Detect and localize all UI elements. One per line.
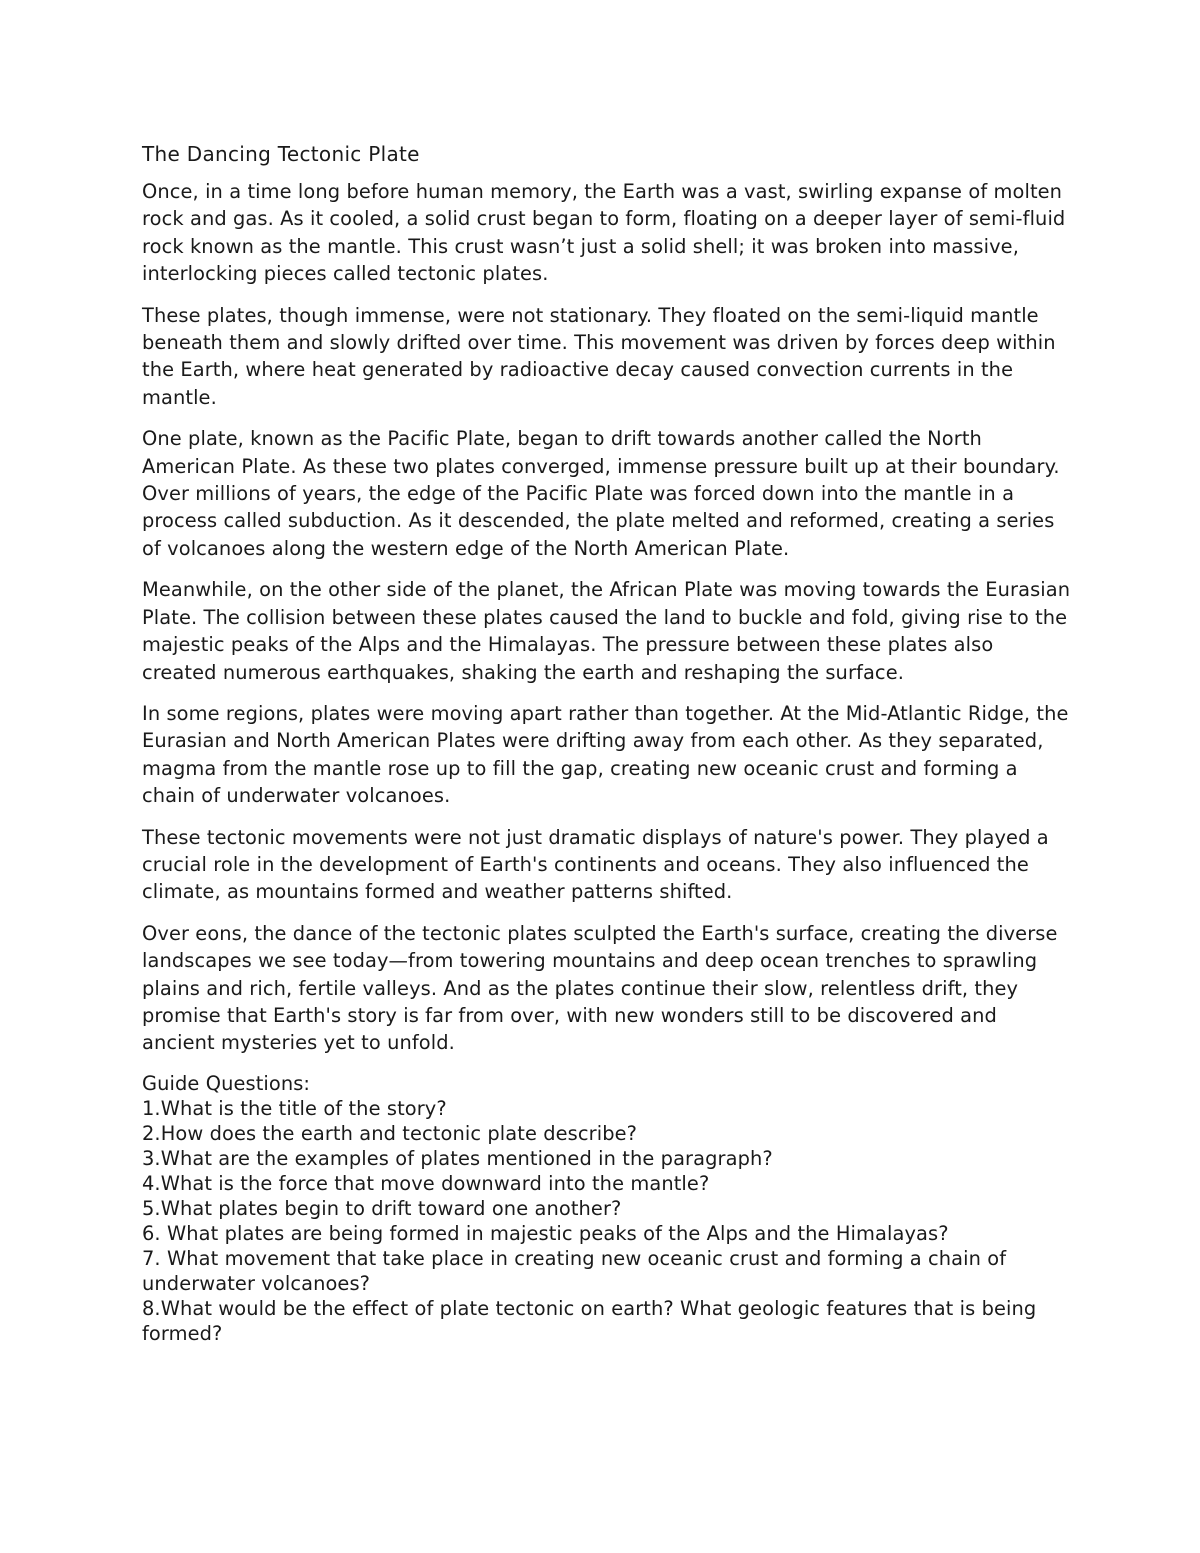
document-title: The Dancing Tectonic Plate (142, 142, 420, 166)
paragraph-7: Over eons, the dance of the tectonic plates sculpted the Earth's surface, creating the diverse landscapes we see today—from towering mountains and deep ocean trenches to sprawling plains and rich, fertile valleys. And as the plates continue their slow, relentless drift, they promise that Earth's story is far from over, with new wonders still to be discovered and ancient mysteries yet to unfold. (142, 921, 1058, 1055)
document-page (142, 140, 1072, 1346)
question-5: 5.What plates begin to drift toward one another? (142, 1196, 622, 1220)
paragraph-1: Once, in a time long before human memory, the Earth was a vast, swirling expanse of molten rock and gas. As it cooled, a solid crust began to form, floating on a deeper layer of semi-fluid rock known as the mantle. This crust wasn’t just a solid shell; it was broken into massive, interlocking pieces called tectonic plates. (142, 180, 1066, 286)
paragraph-5: In some regions, plates were moving apart rather than together. At the Mid-Atlantic Ridge, the Eurasian and North American Plates were drifting away from each other. As they separated, magma from the mantle rose up to fill the gap, creating new oceanic crust and forming a chain of underwater volcanoes. (142, 701, 1069, 808)
question-4: 4.What is the force that move downward into the mantle? (142, 1171, 710, 1195)
question-7: 7. What movement that take place in creating new oceanic crust and forming a chain of underwater volcanoes? (142, 1246, 1007, 1295)
question-3: 3.What are the examples of plates mentioned in the paragraph? (142, 1146, 773, 1170)
questions-heading: Guide Questions: (142, 1071, 311, 1095)
question-1: 1.What is the title of the story? (142, 1096, 447, 1120)
question-2: 2.How does the earth and tectonic plate describe? (142, 1121, 638, 1145)
question-8: 8.What would be the effect of plate tectonic on earth? What geologic features that is being formed? (142, 1296, 1037, 1345)
paragraph-4: Meanwhile, on the other side of the planet, the African Plate was moving towards the Eurasian Plate. The collision between these plates caused the land to buckle and fold, giving rise to the majestic peaks of the Alps and the Himalayas. The pressure between these plates also created numerous earthquakes, shaking the earth and reshaping the surface. (142, 578, 1071, 684)
paragraph-3: One plate, known as the Pacific Plate, began to drift towards another called the North American Plate. As these two plates converged, immense pressure built up at their boundary. Over millions of years, the edge of the Pacific Plate was forced down into the mantle in a process called subduction. As it descended, the plate melted and reformed, creating a series of volcanoes along the western edge of the North American Plate. (142, 427, 1060, 560)
paragraph-6: These tectonic movements were not just dramatic displays of nature's power. They played a crucial role in the development of Earth's continents and oceans. They also influenced the climate, as mountains formed and weather patterns shifted. (142, 825, 1049, 904)
paragraph-2: These plates, though immense, were not stationary. They floated on the semi-liquid mantle beneath them and slowly drifted over time. This movement was driven by forces deep within the Earth, where heat generated by radioactive decay caused convection currents in the mantle. (142, 303, 1056, 409)
guide-questions (142, 1071, 1072, 1346)
question-6: 6. What plates are being formed in majestic peaks of the Alps and the Himalayas? (142, 1221, 949, 1245)
